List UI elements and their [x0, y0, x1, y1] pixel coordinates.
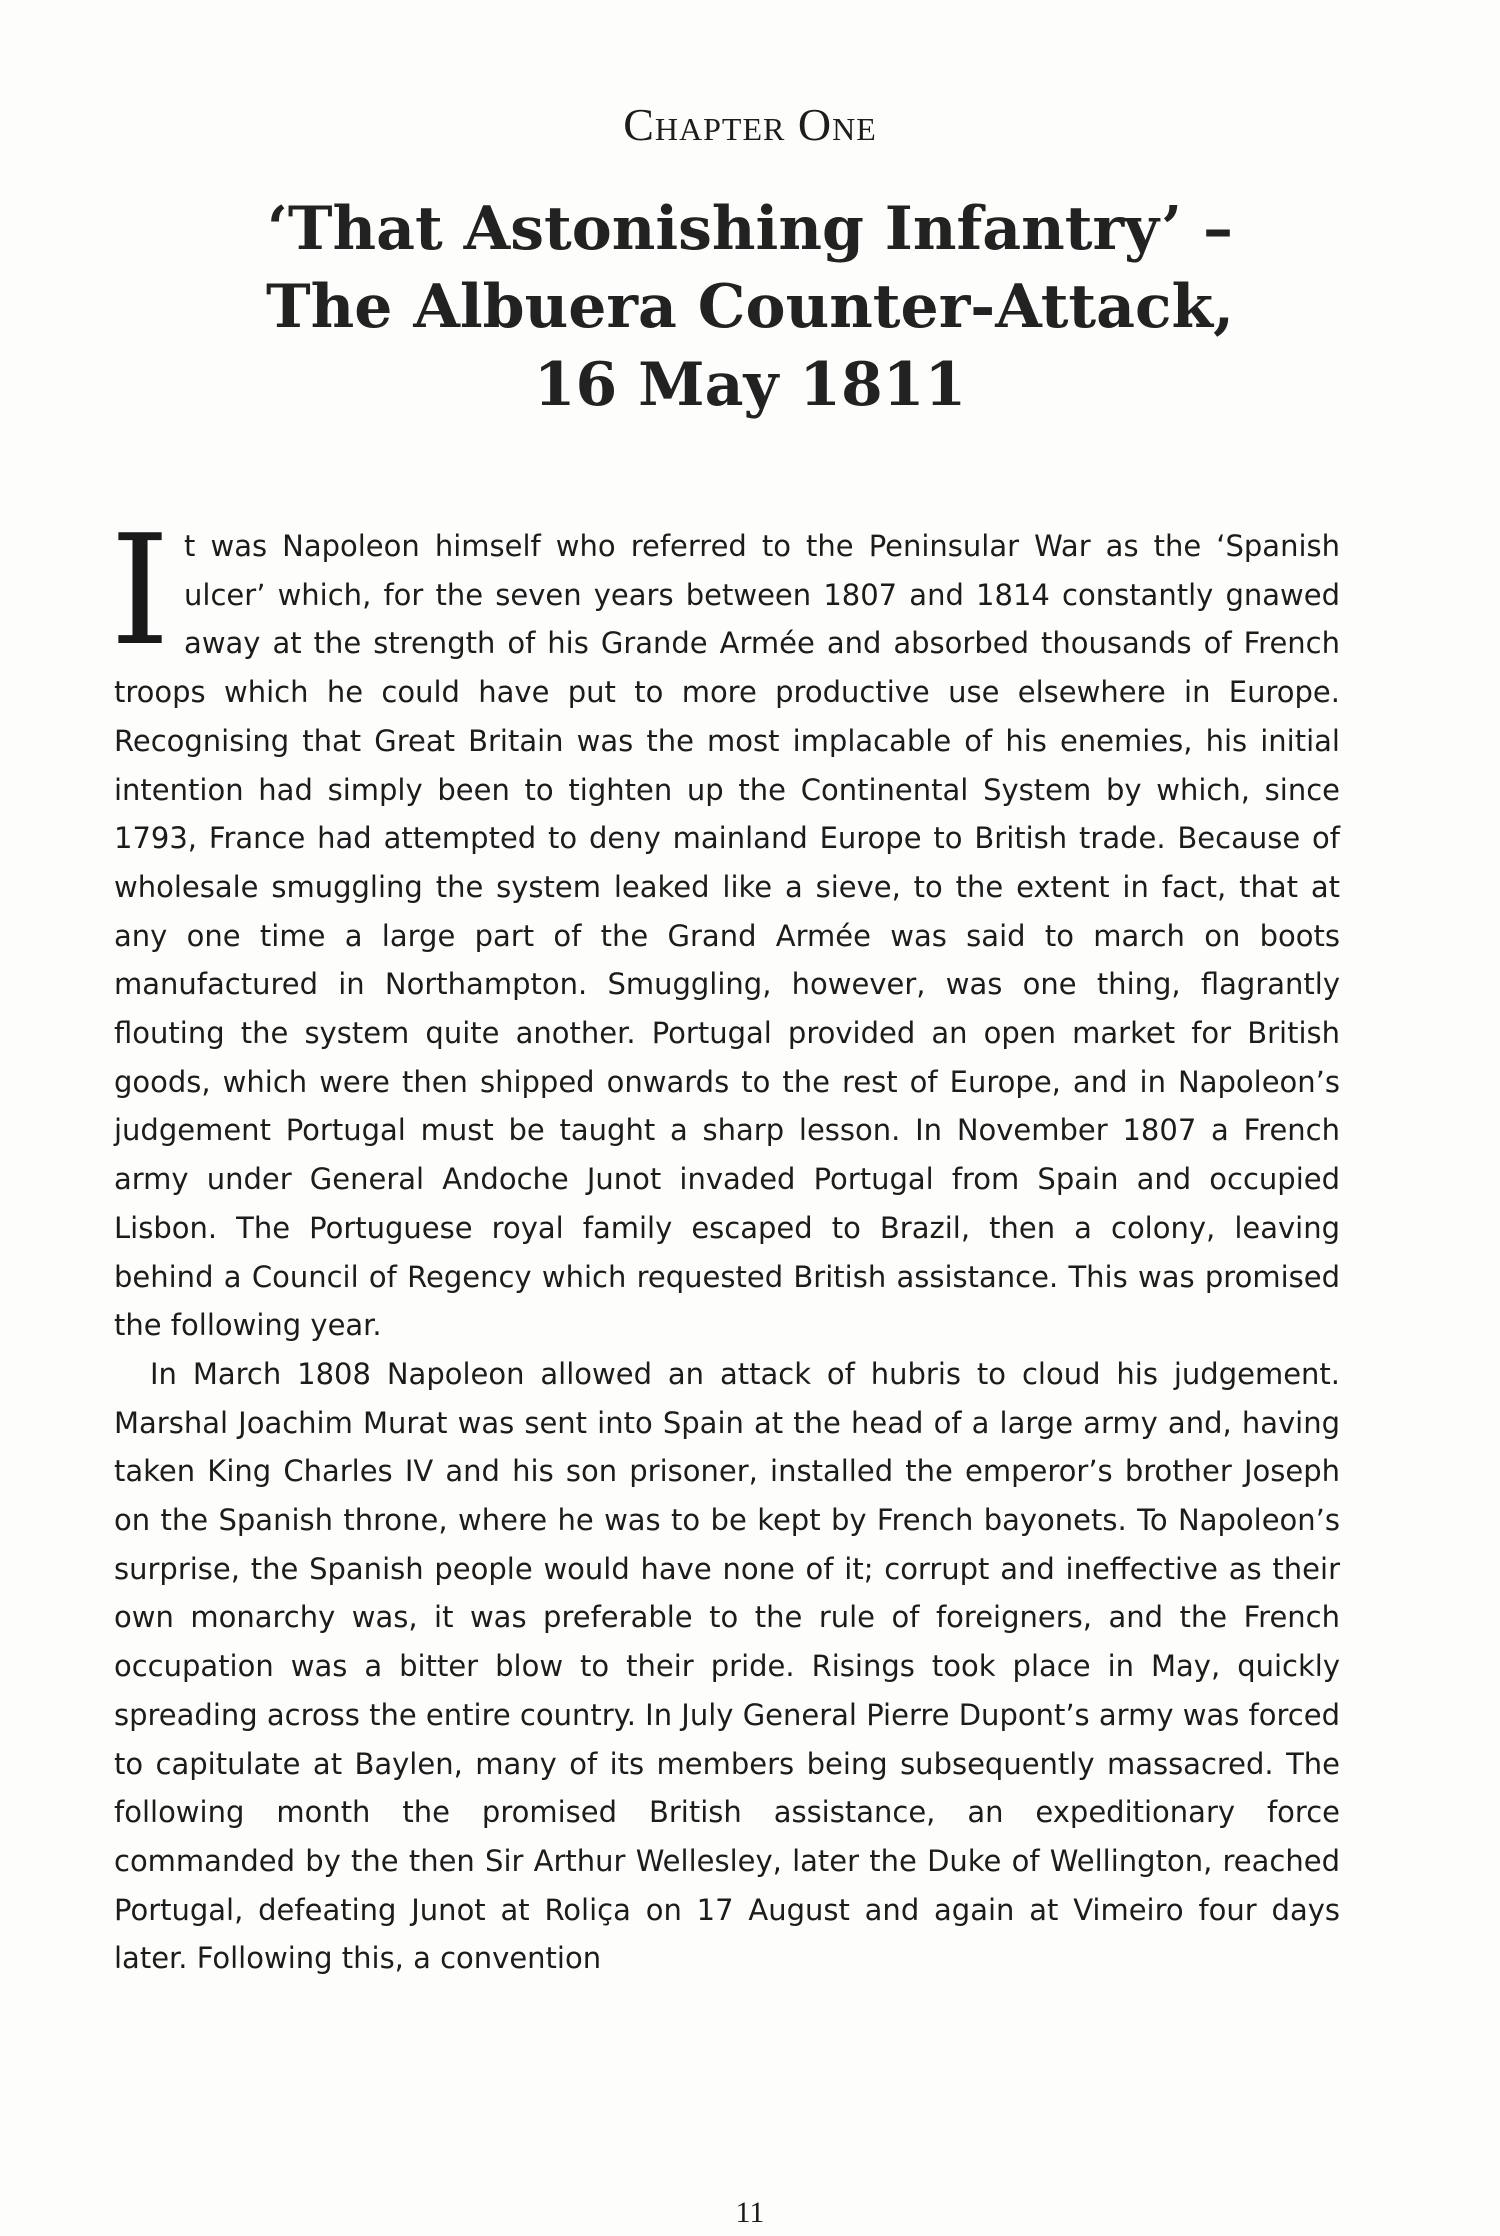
chapter-title-line-1: ‘That Astonishing Infantry’ –	[267, 194, 1233, 264]
chapter-title-line-2: The Albuera Counter-Attack,	[265, 272, 1235, 342]
paragraph-1	[110, 502, 1340, 1350]
drop-cap: I	[110, 502, 171, 679]
chapter-label: Chapter One	[623, 99, 877, 150]
page-number: 11	[735, 2196, 765, 2229]
paragraph-1-text: t was Napoleon himself who referred to the Peninsular War as the ‘Spanish ulcer’ which, for the seven years between 1807 and 1814 constantly gnawed away at the strength of his Grande Armée and absorbed thousands of French troops which he could have put to more productive use elsewhere in Europe. Recognising that Great Britain was the most implacable of his enemies, his initial intention had simply been to tighten up the Continental System by which, since 1793, France had attempted to deny mainland Europe to British trade. Because of wholesale smuggling the system leaked like a sieve, to the extent in fact, that at any one time a large part of the Grand Armée was said to march on boots manufactured in Northampton. Smuggling, however, was one thing, flagrantly flouting the system quite another. Portugal provided an open market for British goods, which were then shipped onwards to the rest of Europe, and in Napoleon’s judgement Portugal must be taught a sharp lesson. In November 1807 a French army under General Andoche Junot invaded Portugal from Spain and occupied Lisbon. The Portuguese royal family escaped to Brazil, then a colony, leaving behind a Council of Regency which requested British assistance. This was promised the following year.	[114, 529, 1340, 1343]
body-text	[110, 502, 1340, 1983]
chapter-title-line-3: 16 May 1811	[533, 350, 967, 420]
chapter-title	[150, 190, 1350, 424]
paragraph-2: In March 1808 Napoleon allowed an attack of hubris to cloud his judgement. Marshal Joachim Murat was sent into Spain at the head of a large army and, having taken King Charles IV and his son prisoner, installed the emperor’s brother Joseph on the Spanish throne, where he was to be kept by French bayonets. To Napoleon’s surprise, the Spanish people would have none of it; corrupt and ineffective as their own monarchy was, it was preferable to the rule of foreigners, and the French occupation was a bitter blow to their pride. Risings took place in May, quickly spreading across the entire country. In July General Pierre Dupont’s army was forced to capitulate at Baylen, many of its members being subsequently massacred. The following month the promised British assistance, an expeditionary force commanded by the then Sir Arthur Wellesley, later the Duke of Wellington, reached Portugal, defeating Junot at Roliça on 17 August and again at Vimeiro four days later. Following this, a convention	[114, 1356, 1340, 1976]
